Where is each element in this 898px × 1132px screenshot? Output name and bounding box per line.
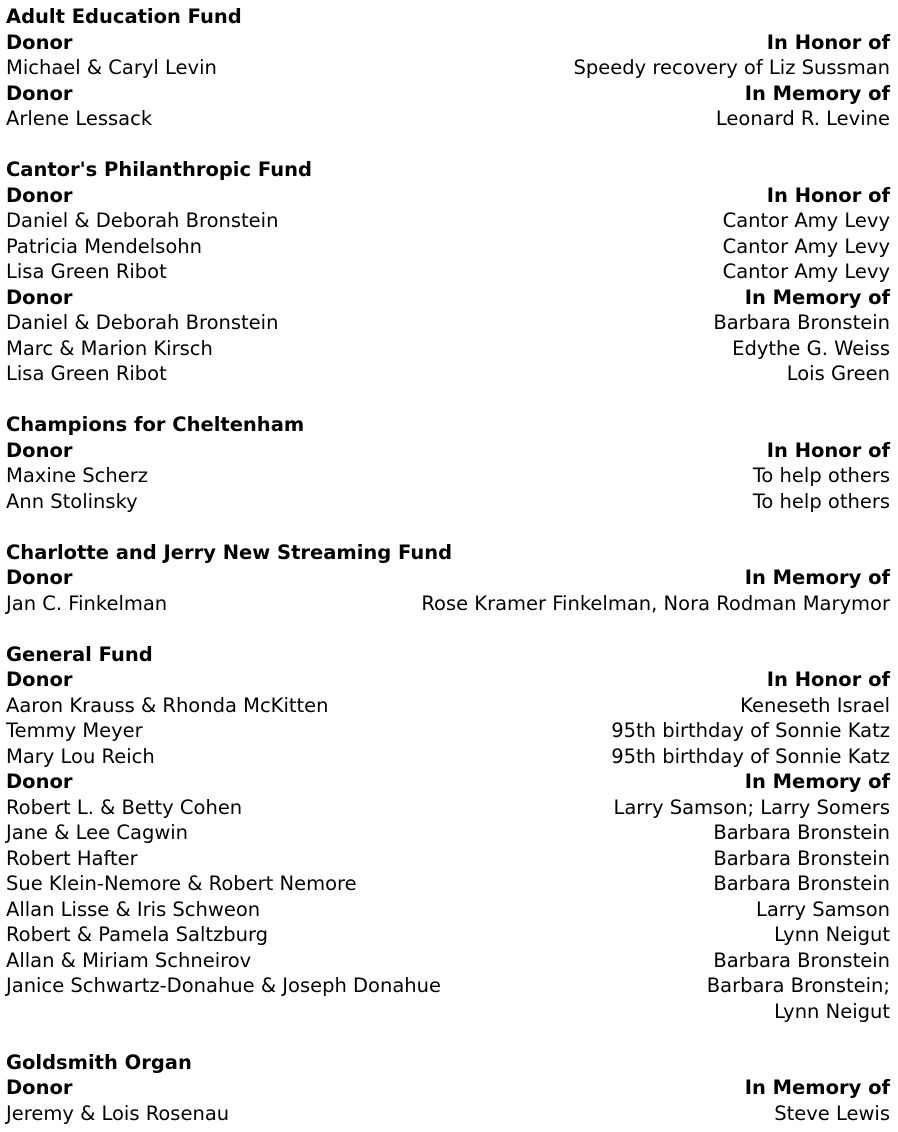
tribute-name: 95th birthday of Sonnie Katz <box>611 744 890 768</box>
tribute-type-label: In Memory of <box>744 81 890 105</box>
donor-name: Daniel & Deborah Bronstein <box>6 311 279 334</box>
tribute-name: Larry Samson <box>755 897 890 921</box>
donor-name: Michael & Caryl Levin <box>6 56 217 79</box>
donation-row <box>6 693 890 719</box>
fund-section <box>6 157 890 387</box>
donation-row <box>6 55 890 81</box>
donor-column-label: Donor <box>6 438 73 462</box>
donor-name: Janice Schwartz-Donahue & Joseph Donahue <box>6 974 441 997</box>
tribute-name: Keneseth Israel <box>740 693 890 717</box>
donor-column-label: Donor <box>6 183 73 207</box>
donor-name: Daniel & Deborah Bronstein <box>6 209 279 232</box>
group-header <box>6 565 890 591</box>
donation-row <box>6 948 890 974</box>
donation-row <box>6 922 890 948</box>
donation-row <box>6 463 890 489</box>
fund-section <box>6 1050 890 1127</box>
tribute-name: Cantor Amy Levy <box>722 209 890 232</box>
group-header <box>6 81 890 107</box>
fund-title: General Fund <box>6 642 153 666</box>
fund-section <box>6 642 890 1025</box>
tribute-name: Barbara Bronstein <box>713 846 890 870</box>
tribute-name: Speedy recovery of Liz Sussman <box>573 56 890 79</box>
donor-name: Sue Klein-Nemore & Robert Nemore <box>6 872 357 895</box>
tribute-name: Cantor Amy Levy <box>722 234 890 258</box>
donor-column-label: Donor <box>6 1076 73 1099</box>
tribute-name: Leonard R. Levine <box>715 107 890 130</box>
donation-row <box>6 259 890 285</box>
donation-row <box>6 846 890 872</box>
group-header <box>6 769 890 795</box>
tribute-name: Barbara Bronstein <box>713 821 890 844</box>
fund-title: Charlotte and Jerry New Streaming Fund <box>6 540 453 564</box>
donor-name: Arlene Lessack <box>6 107 153 130</box>
tribute-type-label: In Memory of <box>744 566 890 589</box>
donor-name: Jan C. Finkelman <box>6 591 168 615</box>
donation-row <box>6 1101 890 1127</box>
donation-row <box>6 234 890 260</box>
donor-name: Lisa Green Ribot <box>6 362 167 385</box>
donation-row <box>6 871 890 897</box>
tribute-name: Larry Samson; Larry Somers <box>613 795 890 819</box>
tribute-name: Lynn Neigut <box>774 923 890 946</box>
tribute-name: To help others <box>752 464 890 487</box>
fund-section <box>6 540 890 617</box>
group-header <box>6 438 890 464</box>
donor-name: Ann Stolinsky <box>6 489 138 513</box>
fund-title: Champions for Cheltenham <box>6 413 305 436</box>
donation-row <box>6 718 890 744</box>
tribute-type-label: In Honor of <box>766 668 890 691</box>
donation-row <box>6 795 890 821</box>
tribute-name: To help others <box>752 489 890 513</box>
donation-row <box>6 106 890 132</box>
donor-column-label: Donor <box>6 30 73 54</box>
donor-column-label: Donor <box>6 81 73 105</box>
group-header <box>6 285 890 311</box>
tribute-type-label: In Memory of <box>744 770 890 793</box>
donation-row <box>6 897 890 923</box>
donation-row <box>6 208 890 234</box>
tribute-type-label: In Memory of <box>744 285 890 309</box>
donor-name: Patricia Mendelsohn <box>6 234 202 258</box>
group-header <box>6 1075 890 1101</box>
tribute-type-label: In Memory of <box>744 1076 890 1099</box>
donation-row <box>6 744 890 770</box>
donation-row <box>6 591 890 617</box>
donor-name: Temmy Meyer <box>6 719 143 742</box>
donor-name: Maxine Scherz <box>6 464 148 487</box>
donation-row <box>6 361 890 387</box>
fund-section <box>6 412 890 514</box>
tribute-type-label: In Honor of <box>766 30 890 54</box>
donor-name: Jeremy & Lois Rosenau <box>6 1101 230 1125</box>
tribute-name: Barbara Bronstein <box>713 311 890 334</box>
tribute-type-label: In Honor of <box>766 183 890 207</box>
donor-column-label: Donor <box>6 668 73 691</box>
donor-name: Lisa Green Ribot <box>6 260 167 283</box>
group-header <box>6 30 890 56</box>
fund-title: Goldsmith Organ <box>6 1050 192 1074</box>
tribute-name: Barbara Bronstein <box>713 872 890 895</box>
donor-column-label: Donor <box>6 566 73 589</box>
tribute-name: Edythe G. Weiss <box>732 336 890 360</box>
donation-row <box>6 973 890 1024</box>
group-header <box>6 667 890 693</box>
group-header <box>6 183 890 209</box>
donor-name: Robert & Pamela Saltzburg <box>6 923 269 946</box>
donation-row <box>6 310 890 336</box>
tribute-name: Barbara Bronstein <box>713 948 890 972</box>
donation-row <box>6 820 890 846</box>
tribute-name: 95th birthday of Sonnie Katz <box>611 719 890 742</box>
donor-name: Allan & Miriam Schneirov <box>6 948 252 972</box>
tribute-name: Barbara Bronstein; Lynn Neigut <box>706 974 890 1023</box>
fund-title: Adult Education Fund <box>6 5 242 28</box>
donor-column-label: Donor <box>6 770 73 793</box>
tribute-name: Rose Kramer Finkelman, Nora Rodman Marymor <box>421 591 890 615</box>
donor-name: Allan Lisse & Iris Schweon <box>6 897 261 921</box>
donor-name: Aaron Krauss & Rhonda McKitten <box>6 693 329 717</box>
donor-name: Robert Hafter <box>6 846 138 870</box>
donation-row <box>6 489 890 515</box>
tribute-type-label: In Honor of <box>766 438 890 462</box>
tribute-name: Lois Green <box>786 362 890 385</box>
donor-name: Jane & Lee Cagwin <box>6 821 189 844</box>
donation-row <box>6 336 890 362</box>
donor-name: Robert L. & Betty Cohen <box>6 795 243 819</box>
fund-section <box>6 4 890 132</box>
fund-title: Cantor's Philanthropic Fund <box>6 158 312 181</box>
tribute-name: Steve Lewis <box>774 1101 890 1125</box>
donor-column-label: Donor <box>6 285 73 309</box>
donor-name: Marc & Marion Kirsch <box>6 336 213 360</box>
tribute-name: Cantor Amy Levy <box>722 260 890 283</box>
donor-name: Mary Lou Reich <box>6 744 155 768</box>
